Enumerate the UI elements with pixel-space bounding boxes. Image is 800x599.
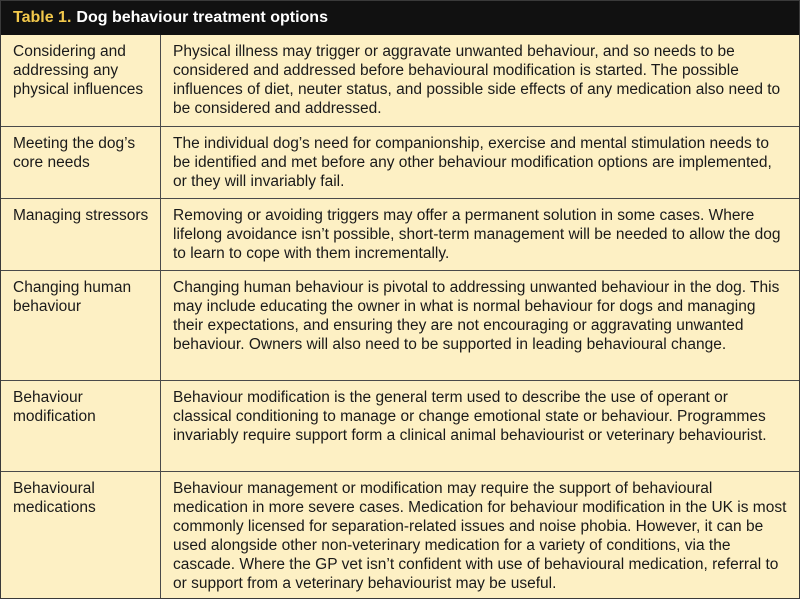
table-row	[1, 198, 799, 270]
row-description: The individual dog’s need for companionship, exercise and mental stimulation needs to be identified and met before any other behaviour modification options are implemented, or they will invariably fail.	[173, 135, 772, 190]
table-row	[1, 380, 799, 471]
table-number: Table 1.	[13, 9, 72, 26]
table-body	[1, 35, 799, 598]
row-label: Considering and addressing any physical influences	[1, 35, 161, 126]
row-description: Changing human behaviour is pivotal to addressing unwanted behaviour in the dog. This may include educating the owner in what is normal behaviour for dogs and managing their expectations, and ensuring they are not encouraging or aggravating unwanted behaviour. Owners will also need to be supported in leading behavioural change.	[173, 279, 780, 353]
table-row	[1, 126, 799, 198]
table-title: Dog behaviour treatment options	[76, 9, 328, 26]
table-title-bar	[1, 1, 799, 35]
row-label: Managing stressors	[1, 199, 161, 270]
table-row	[1, 35, 799, 126]
table-row	[1, 270, 799, 380]
row-label: Behaviour modification	[1, 381, 161, 471]
row-description: Physical illness may trigger or aggravate unwanted behaviour, and so needs to be considered and addressed before behavioural modification is started. The possible influences of diet, neuter status, and possible side effects of any medication also need to be considered and addressed.	[173, 43, 781, 117]
row-label: Changing human behaviour	[1, 271, 161, 380]
row-description: Removing or avoiding triggers may offer a permanent solution in some cases. Where lifelong avoidance isn’t possible, short-term management will be needed to allow the dog to learn to cope with them incrementally.	[173, 207, 781, 262]
row-label: Meeting the dog’s core needs	[1, 127, 161, 198]
table-row	[1, 471, 799, 598]
row-label: Behavioural medications	[1, 472, 161, 598]
row-description: Behaviour management or modification may require the support of behavioural medication in more severe cases. Medication for behaviour modification in the UK is most commonly licensed for separation-related issues and noise phobia. However, it can be used alongside other non-veterinary medication for a variety of conditions, via the cascade. Where the GP vet isn’t confident with use of behavioural medication, referral to or support from a veterinary behaviourist may be useful.	[173, 480, 787, 592]
row-description: Behaviour modification is the general term used to describe the use of operant or classical conditioning to manage or change emotional state or behaviour. Programmes invariably require support form a clinical animal behaviourist or veterinary behaviourist.	[173, 389, 767, 444]
